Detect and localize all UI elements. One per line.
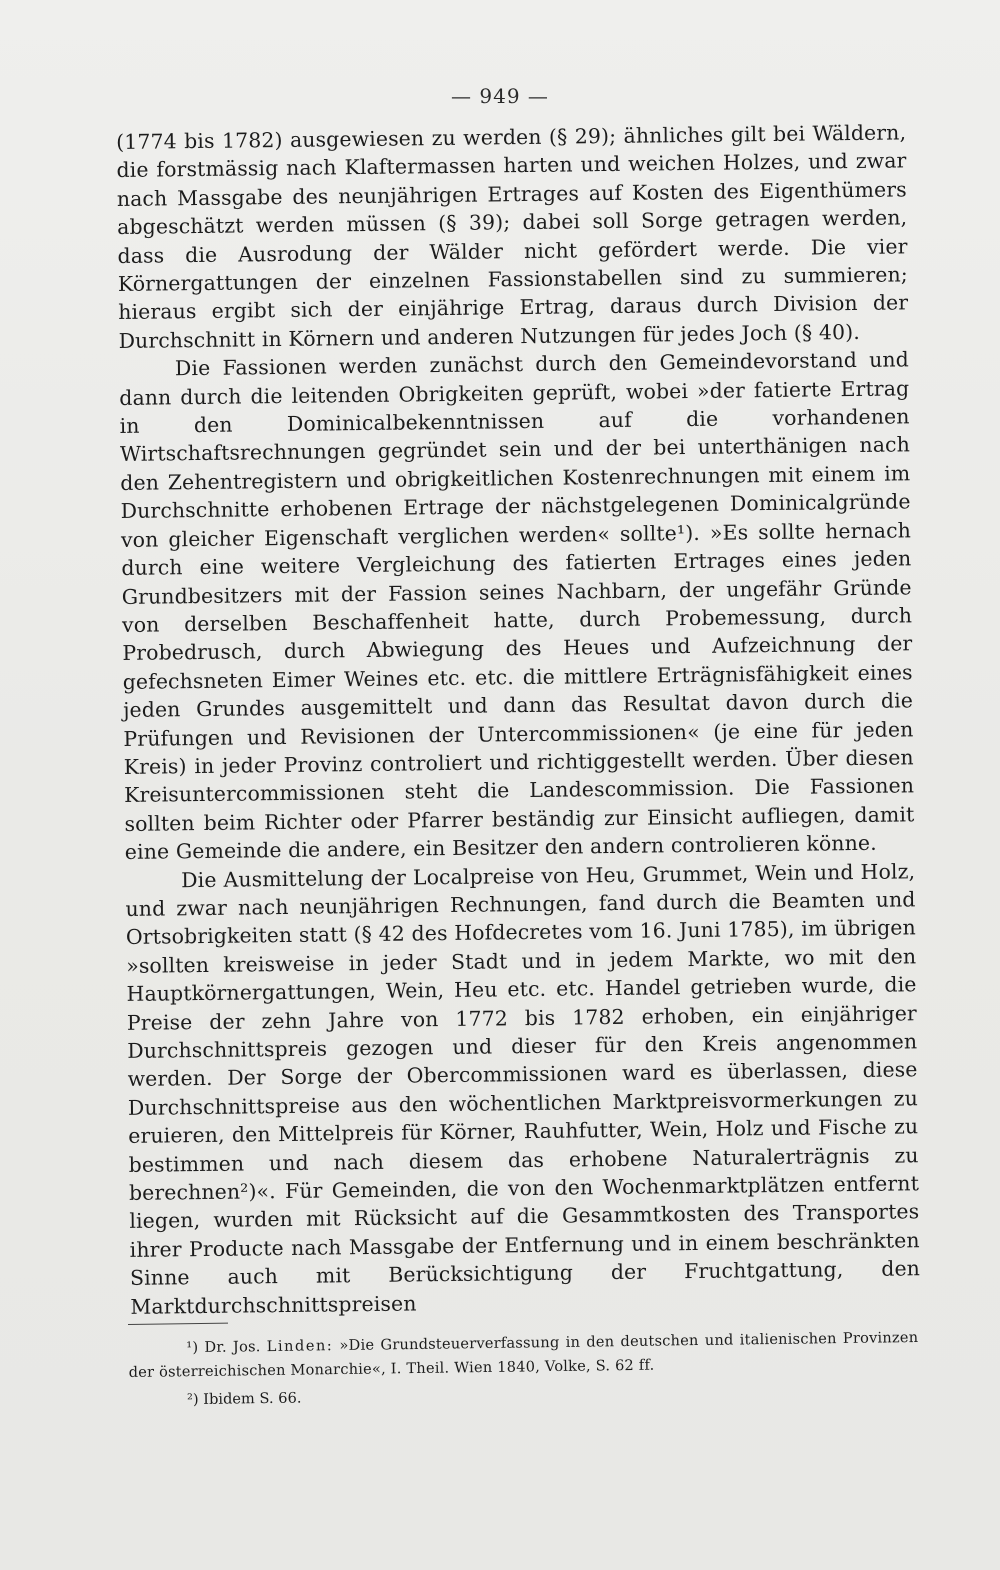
paragraph-1: (1774 bis 1782) ausgewiesen zu werden (§ 29); ähnliches gilt bei Wäldern, die forstmässig nach Klaftermassen harten und weichen Holzes, und zwar nach Massgabe des neunjährigen Ertrages auf Kosten des Eigenthümers abgeschätzt werden müssen (§ 39); dabei soll Sorge getragen werden, dass die Ausrodung der Wälder nicht gefördert werde. Die vier Körnergattungen der einzelnen Fassionstabellen sind zu summieren; hieraus ergibt sich der einjährige Ertrag, daraus durch Division der Durchschnitt in Körnern und anderen Nutzungen für jedes Joch (§ 40). [116, 120, 909, 353]
footnote-1-marker: ¹) Dr. Jos. [186, 1338, 261, 1357]
paragraph-2: Die Fassionen werden zunächst durch den Gemeindevorstand und dann durch die leitenden Obrigkeiten geprüft, wobei »der fatierte Ertrag in den Dominicalbekenntnissen auf die vorhandenen Wirtschaftsrechnungen gegründet sein und der bei unterthänigen nach den Zehentregistern und obrigkeitlichen Kostenrechnungen mit einem im Durchschnitte erhobenen Ertrage der nächstgelegenen Dominicalgründe von gleicher Eigenschaft verglichen werden« sollte¹). »Es sollte hernach durch eine weitere Vergleichung des fatierten Ertrages eines jeden Grundbesitzers mit der Fassion seines Nachbarn, der ungefähr Gründe von derselben Beschaffenheit hatte, durch Probemessung, durch Probedrusch, durch Abwiegung des Heues und Aufzeichnung der gefechsneten Eimer Weines etc. etc. die mittlere Erträgnisfähigkeit eines jeden Grundes ausgemittelt und dann das Resultat davon durch die Prüfungen und Revisionen der Untercommissionen« (je eine für jeden Kreis) in jeder Provinz controliert und richtiggestellt werden. Über diesen Kreisuntercommissionen steht die Landescommission. Die Fassionen sollten beim Richter oder Pfarrer beständig zur Einsicht aufliegen, damit eine Gemeinde die andere, ein Besitzer den andern controlieren könne. [119, 347, 915, 865]
footnote-1 [128, 1326, 919, 1385]
page-number: — 949 — [451, 84, 549, 108]
footnote-1-text: »Die Grundsteuerverfassung in den deutschen und italienischen Provinzen der österreichischen Monarchie«, I. Theil. Wien 1840, Volke, S. 62 ff. [128, 1328, 919, 1381]
paragraph-3: Die Ausmittelung der Localpreise von Heu, Grummet, Wein und Holz, und zwar nach neunjährigen Rechnungen, fand durch die Beamten und Ortsobrigkeiten statt (§ 42 des Hofdecretes vom 16. Juni 1785), im übrigen »sollten kreisweise in jeder Stadt und in jedem Markte, wo mit den Hauptkörnergattungen, Wein, Heu etc. etc. Handel getrieben wurde, die Preise der zehn Jahre von 1772 bis 1782 erhoben, ein einjähriger Durchschnittspreis gezogen und dieser für den Kreis angenommen werden. Der Sorge der Obercommissionen ward es überlassen, diese Durchschnittspreise aus den wöchentlichen Marktpreisvormerkungen zu eruieren, den Mittelpreis für Körner, Rauhfutter, Wein, Holz und Fische zu bestimmen und nach diesem das erhobene Naturalerträgnis zu berechnen²)«. Für Gemeinden, die von den Wochenmarktplätzen entfernt liegen, wurden mit Rücksicht auf die Gesammtkosten des Transportes ihrer Producte nach Massgabe der Entfernung und in einem beschränkten Sinne auch mit Berücksichtigung der Fruchtgattung, den Marktdurchschnittspreisen [125, 858, 921, 1319]
footnote-divider [128, 1323, 228, 1325]
footnotes [128, 1313, 919, 1413]
footnote-2: ²) Ibidem S. 66. [186, 1389, 302, 1409]
footnote-1-content [128, 1326, 919, 1385]
body-text [116, 118, 921, 1321]
footnote-1-author: Linden: [266, 1337, 334, 1356]
